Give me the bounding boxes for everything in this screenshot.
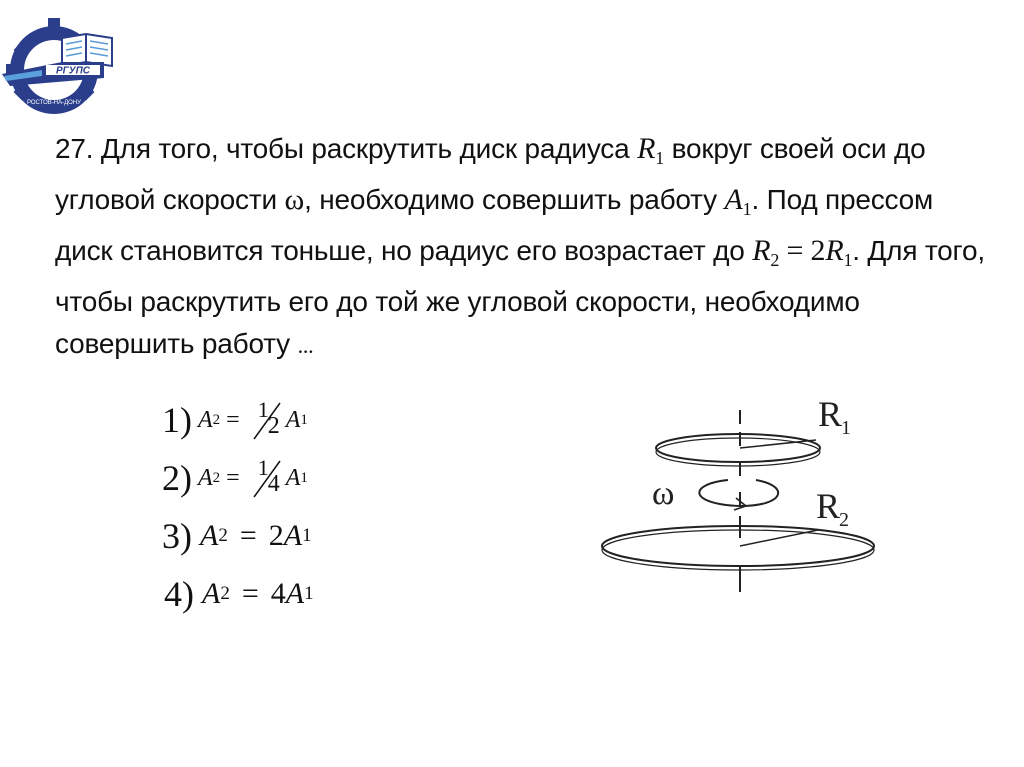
question-ellipsis: ... (297, 333, 314, 358)
book-icon (62, 34, 112, 66)
answer-option-2[interactable] (162, 453, 308, 503)
answer-formula: A 2 = 2 A 1 (200, 519, 312, 552)
disk-diagram (590, 388, 890, 603)
label-omega: ω (652, 475, 675, 512)
question-number: 27. (55, 133, 94, 164)
answer-label: 3) (162, 516, 192, 556)
label-r2-sub: 2 (839, 509, 849, 531)
radius-r1-symbol: $R_1$ (637, 132, 665, 168)
fraction: 1 2 (250, 397, 286, 443)
question-part-1: Для того, чтобы раскрутить диск радиуса (100, 133, 630, 164)
label-r1: R (818, 394, 843, 434)
answer-option-4[interactable] (164, 569, 314, 619)
answer-formula: A 2 = 1 4 A 1 (198, 455, 308, 501)
radius-r2-expression: $R_2 = 2R_1$ (752, 234, 853, 270)
logo-emblem-icon (2, 4, 122, 122)
work-a1-symbol: $A_1$ (724, 183, 752, 219)
answer-label: 1) (162, 400, 192, 440)
answer-formula: A 2 = 1 2 A 1 (198, 397, 308, 443)
omega-symbol: ω (284, 183, 305, 216)
answer-label: 2) (162, 458, 192, 498)
disk-diagram-svg (590, 388, 890, 603)
fraction: 1 4 (250, 455, 286, 501)
question-part-2: вокруг своей оси до угловой скорости (55, 133, 926, 215)
logo-text: РГУПС (56, 65, 90, 77)
label-r1-sub: 1 (841, 417, 851, 439)
rotation-arrow (699, 480, 778, 506)
large-disk (602, 526, 874, 566)
answer-option-3[interactable] (162, 511, 312, 561)
radius-r2-line (740, 530, 818, 546)
label-r2: R (816, 486, 841, 526)
university-logo (2, 4, 122, 122)
question-text (55, 128, 985, 367)
question-part-5: . Для того, чтобы раскрутить его до той же угловой скорости, необходимо совершить работу (55, 235, 985, 359)
logo-ring-text: РОСТОВ-НА-ДОНУ (27, 100, 81, 106)
answer-formula: A 2 = 4 A 1 (202, 577, 314, 610)
question-part-4: . Под прессом диск становится тоньше, но радиус его возрастает до (55, 184, 934, 266)
answer-option-1[interactable] (162, 395, 308, 445)
answer-label: 4) (164, 574, 194, 614)
question-part-3: , необходимо совершить работу (304, 184, 717, 215)
